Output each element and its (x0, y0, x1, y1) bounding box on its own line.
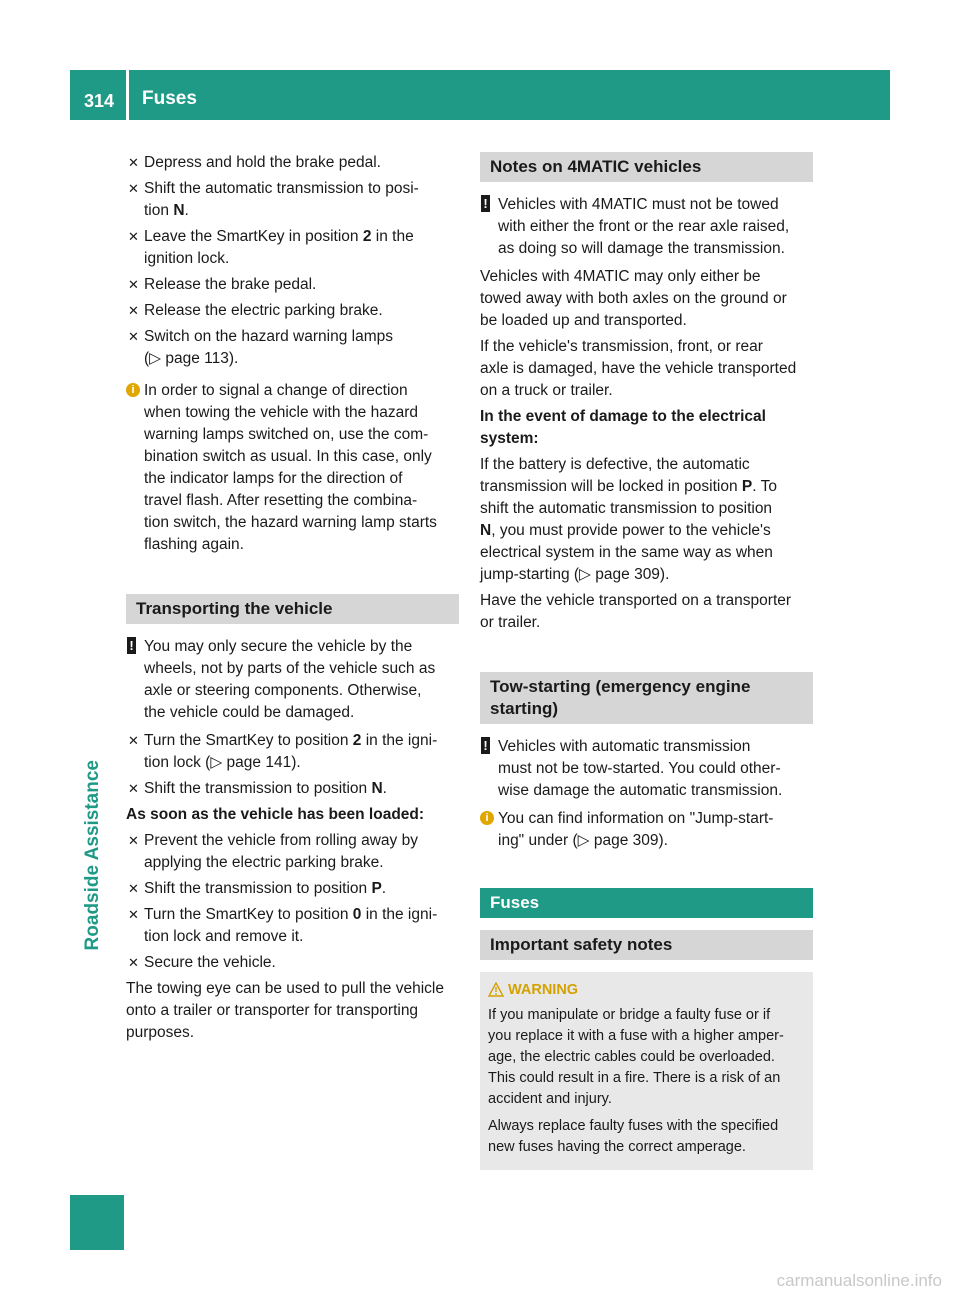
list-item: ✕ Leave the SmartKey in position 2 in the ignition lock. (128, 228, 414, 267)
section-heading-4matic: Notes on 4MATIC vehicles (480, 152, 813, 182)
section-heading-fuses: Fuses (480, 888, 813, 918)
side-tab (70, 120, 124, 951)
exclamation-icon: ! (481, 737, 490, 754)
exclamation-icon: ! (127, 637, 136, 654)
list-item: ✕ Release the brake pedal. (126, 274, 459, 296)
warning-title (488, 980, 805, 1001)
electrical-paragraph-2: Have the vehicle transported on a transporter or trailer. (480, 592, 792, 631)
page-title: Fuses (142, 88, 197, 109)
matic-paragraph-2: If the vehicle's transmission, front, or rear axle is damaged, have the vehicle transported on a truck or trailer. (480, 338, 797, 399)
bullet-arrow-icon: ✕ (128, 907, 139, 922)
side-label-text: Roadside Assistance (82, 760, 103, 951)
list-item: ✕ Turn the SmartKey to position 0 in the igni- tion lock and remove it. (128, 906, 438, 945)
bullet-list-1 (126, 152, 459, 370)
loaded-heading: As soon as the vehicle has been loaded: (126, 806, 425, 823)
warning-box (480, 972, 813, 1170)
page-number: 314 (84, 91, 115, 111)
warning-note: ! Vehicles with 4MATIC must not be towed with either the front or the rear axle raised, as doing so will damage the transmission. (480, 194, 813, 260)
section-heading-transport: Transporting the vehicle (126, 594, 459, 624)
electrical-heading: In the event of damage to the electrical system: (480, 408, 766, 447)
exclamation-icon: ! (481, 195, 490, 212)
info-icon: i (126, 383, 140, 397)
list-item: ✕ Switch on the hazard warning lamps (▷ page 113). (128, 328, 393, 367)
electrical-paragraph-1: If the battery is defective, the automatic transmission will be locked in position P. To shift the automatic transmission to position N, you must provide power to the vehicle's electrical system in the same way as when jump-starting (▷ page 309). (480, 456, 777, 583)
info-note: i In order to signal a change of direction when towing the vehicle with the hazard warning lamps switched on, use the com- bination switch as usual. In this case, only the indicator lamps for the direction of travel flash. After resetting the combina- tion switch, the hazard warning lamp starts flashing again. (126, 380, 459, 556)
warning-note: ! Vehicles with automatic transmission must not be tow-started. You could other- wise damage the automatic transmission. (480, 736, 813, 802)
section-heading-tow-starting: Tow-starting (emergency engine starting) (480, 672, 813, 724)
warning-triangle-icon (488, 982, 504, 997)
bullet-arrow-icon: ✕ (128, 781, 139, 796)
list-item: ✕ Release the electric parking brake. (126, 300, 459, 322)
section-heading-safety: Important safety notes (480, 930, 813, 960)
warning-title-text: WARNING (508, 982, 579, 998)
watermark: carmanualsonline.info (776, 1271, 942, 1290)
list-item: ✕ Turn the SmartKey to position 2 in the igni- tion lock (▷ page 141). (128, 732, 438, 771)
side-label (82, 760, 122, 951)
page-header (70, 70, 890, 120)
bullet-arrow-icon: ✕ (128, 303, 139, 318)
info-note: i You can find information on "Jump-start- ing" under (▷ page 309). (480, 808, 813, 852)
towing-eye-paragraph: The towing eye can be used to pull the vehicle onto a trailer or transporter for transporting purposes. (126, 980, 444, 1041)
header-divider (126, 70, 129, 120)
list-item: ✕ Secure the vehicle. (126, 952, 459, 974)
bullet-arrow-icon: ✕ (128, 733, 139, 748)
bullet-arrow-icon: ✕ (128, 229, 139, 244)
bullet-arrow-icon: ✕ (128, 155, 139, 170)
warning-paragraph-2: Always replace faulty fuses with the specified new fuses having the correct amperage. (488, 1118, 779, 1155)
bullet-arrow-icon: ✕ (128, 277, 139, 292)
list-item: ✕ Shift the automatic transmission to posi- tion N. (128, 180, 419, 219)
left-column (126, 152, 459, 1048)
bullet-arrow-icon: ✕ (128, 329, 139, 344)
warning-note: ! You may only secure the vehicle by the wheels, not by parts of the vehicle such as axle or steering components. Otherwise, the vehicle could be damaged. (126, 636, 459, 724)
list-item: ✕ Prevent the vehicle from rolling away by applying the electric parking brake. (128, 832, 418, 871)
bullet-arrow-icon: ✕ (128, 881, 139, 896)
bullet-arrow-icon: ✕ (128, 833, 139, 848)
list-item: ✕ Depress and hold the brake pedal. (126, 152, 459, 174)
side-tab-block (70, 1195, 124, 1250)
info-icon: i (480, 811, 494, 825)
warning-paragraph-1: If you manipulate or bridge a faulty fuse or if you replace it with a fuse with a higher amper- age, the electric cables could be overloaded. This could result in a fire. There is a risk of an accident and injury. (488, 1007, 784, 1107)
list-item: ✕ Shift the transmission to position P. (126, 878, 459, 900)
right-column (480, 152, 813, 1170)
bullet-arrow-icon: ✕ (128, 181, 139, 196)
bullet-arrow-icon: ✕ (128, 955, 139, 970)
matic-paragraph-1: Vehicles with 4MATIC may only either be towed away with both axles on the ground or be loaded up and transported. (480, 268, 787, 329)
list-item: ✕ Shift the transmission to position N. (126, 778, 459, 800)
